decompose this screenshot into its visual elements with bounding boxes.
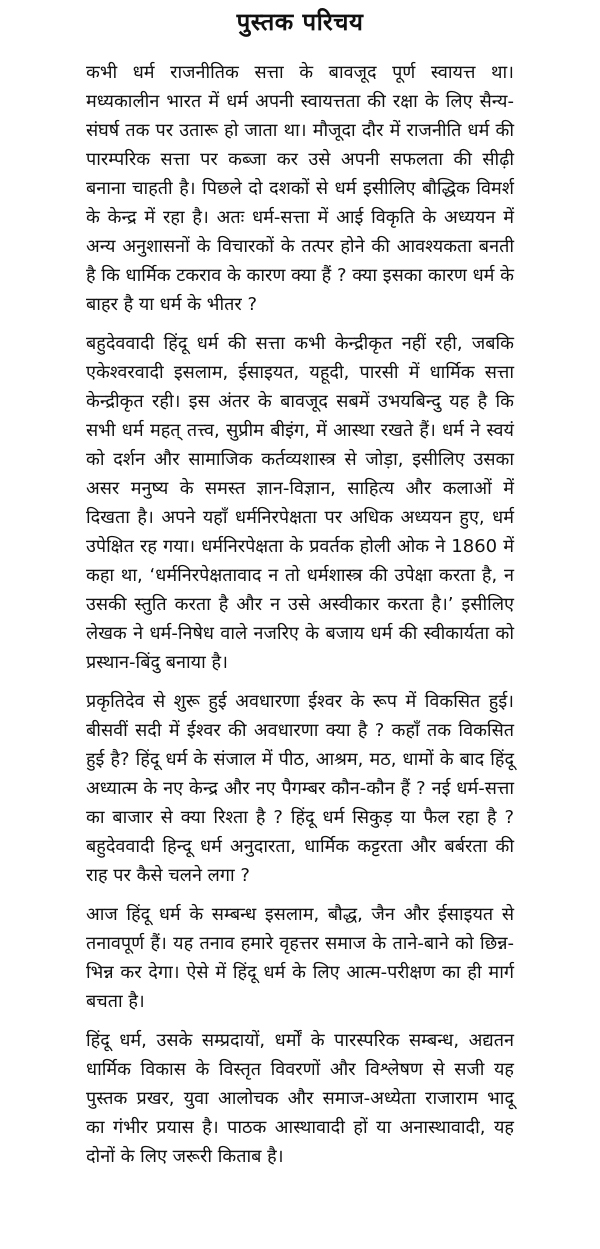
paragraph-4: आज हिंदू धर्म के सम्बन्ध इसलाम, बौद्ध, जैन और ईसाइयत से तनावपूर्ण हैं। यह तनाव हमारे वृहत्तर समाज के ताने-बाने को छिन्न-भिन्न कर देगा। ऐसे में हिंदू धर्म के लिए आत्म-परीक्षण का ही मार्ग बचता है। [86,904,514,1012]
paragraph-3: प्रकृतिदेव से शुरू हुई अवधारणा ईश्वर के रूप में विकसित हुई। बीसवीं सदी में ईश्वर की अवधारणा क्या है ? कहाँ तक विकसित हुई है? हिंदू धर्म के संजाल में पीठ, आश्रम, मठ, धामों के बाद हिंदू अध्यात्म के नए केन्द्र और नए पैगम्बर कौन-कौन हैं ? नई धर्म-सत्ता का बाजार से क्या रिश्ता है ? हिंदू धर्म सिकुड़ या फैल रहा है ? बहुदेववादी हिन्दू धर्म अनुदारता, धार्मिक कट्टरता और बर्बरता की राह पर कैसे चलने लगा ? [86,691,514,886]
page-title: पुस्तक परिचय [236,8,364,36]
intro-text-body [86,58,514,1171]
paragraph-1: कभी धर्म राजनीतिक सत्ता के बावजूद पूर्ण स्वायत्त था। मध्यकालीन भारत में धर्म अपनी स्वायत्तता की रक्षा के लिए सैन्य-संघर्ष तक पर उतारू हो जाता था। मौजूदा दौर में राजनीति धर्म की पारम्परिक सत्ता पर कब्जा कर उसे अपनी सफलता की सीढ़ी बनाना चाहती है। पिछले दो दशकों से धर्म इसीलिए बौद्धिक विमर्श के केन्द्र में रहा है। अतः धर्म-सत्ता में आई विकृति के अध्ययन में अन्य अनुशासनों के विचारकों के तत्पर होने की आवश्यकता बनती है कि धार्मिक टकराव के कारण क्या हैं ? क्या इसका कारण धर्म के बाहर है या धर्म के भीतर ? [86,62,514,315]
paragraph-2: बहुदेववादी हिंदू धर्म की सत्ता कभी केन्द्रीकृत नहीं रही, जबकि एकेश्वरवादी इसलाम, ईसाइयत, यहूदी, पारसी में धार्मिक सत्ता केन्द्रीकृत रही। इस अंतर के बावजूद सबमें उभयबिन्दु यह है कि सभी धर्म महत् तत्त्व, सुप्रीम बीइंग, में आस्था रखते हैं। धर्म ने स्वयं को दर्शन और सामाजिक कर्तव्यशास्त्र से जोड़ा, इसीलिए उसका असर मनुष्य के समस्त ज्ञान-विज्ञान, साहित्य और कलाओं में दिखता है। अपने यहाँ धर्मनिरपेक्षता पर अधिक अध्ययन हुए, धर्म उपेक्षित रह गया। धर्मनिरपेक्षता के प्रवर्तक होली ओक ने 1860 में कहा था, ‘धर्मनिरपेक्षतावाद न तो धर्मशास्त्र की उपेक्षा करता है, न उसकी स्तुति करता है और न उसे अस्वीकार करता है।’ इसीलिए लेखक ने धर्म-निषेध वाले नजरिए के बजाय धर्म की स्वीकार्यता को प्रस्थान-बिंदु बनाया है। [86,333,514,673]
paragraph-5: हिंदू धर्म, उसके सम्प्रदायों, धर्मों के पारस्परिक सम्बन्ध, अद्यतन धार्मिक विकास के विस्तृत विवरणों और विश्लेषण से सजी यह पुस्तक प्रखर, युवा आलोचक और समाज-अध्येता राजाराम भादू का गंभीर प्रयास है। पाठक आस्थावादी हों या अनास्थावादी, यह दोनों के लिए जरूरी किताब है। [86,1030,514,1167]
